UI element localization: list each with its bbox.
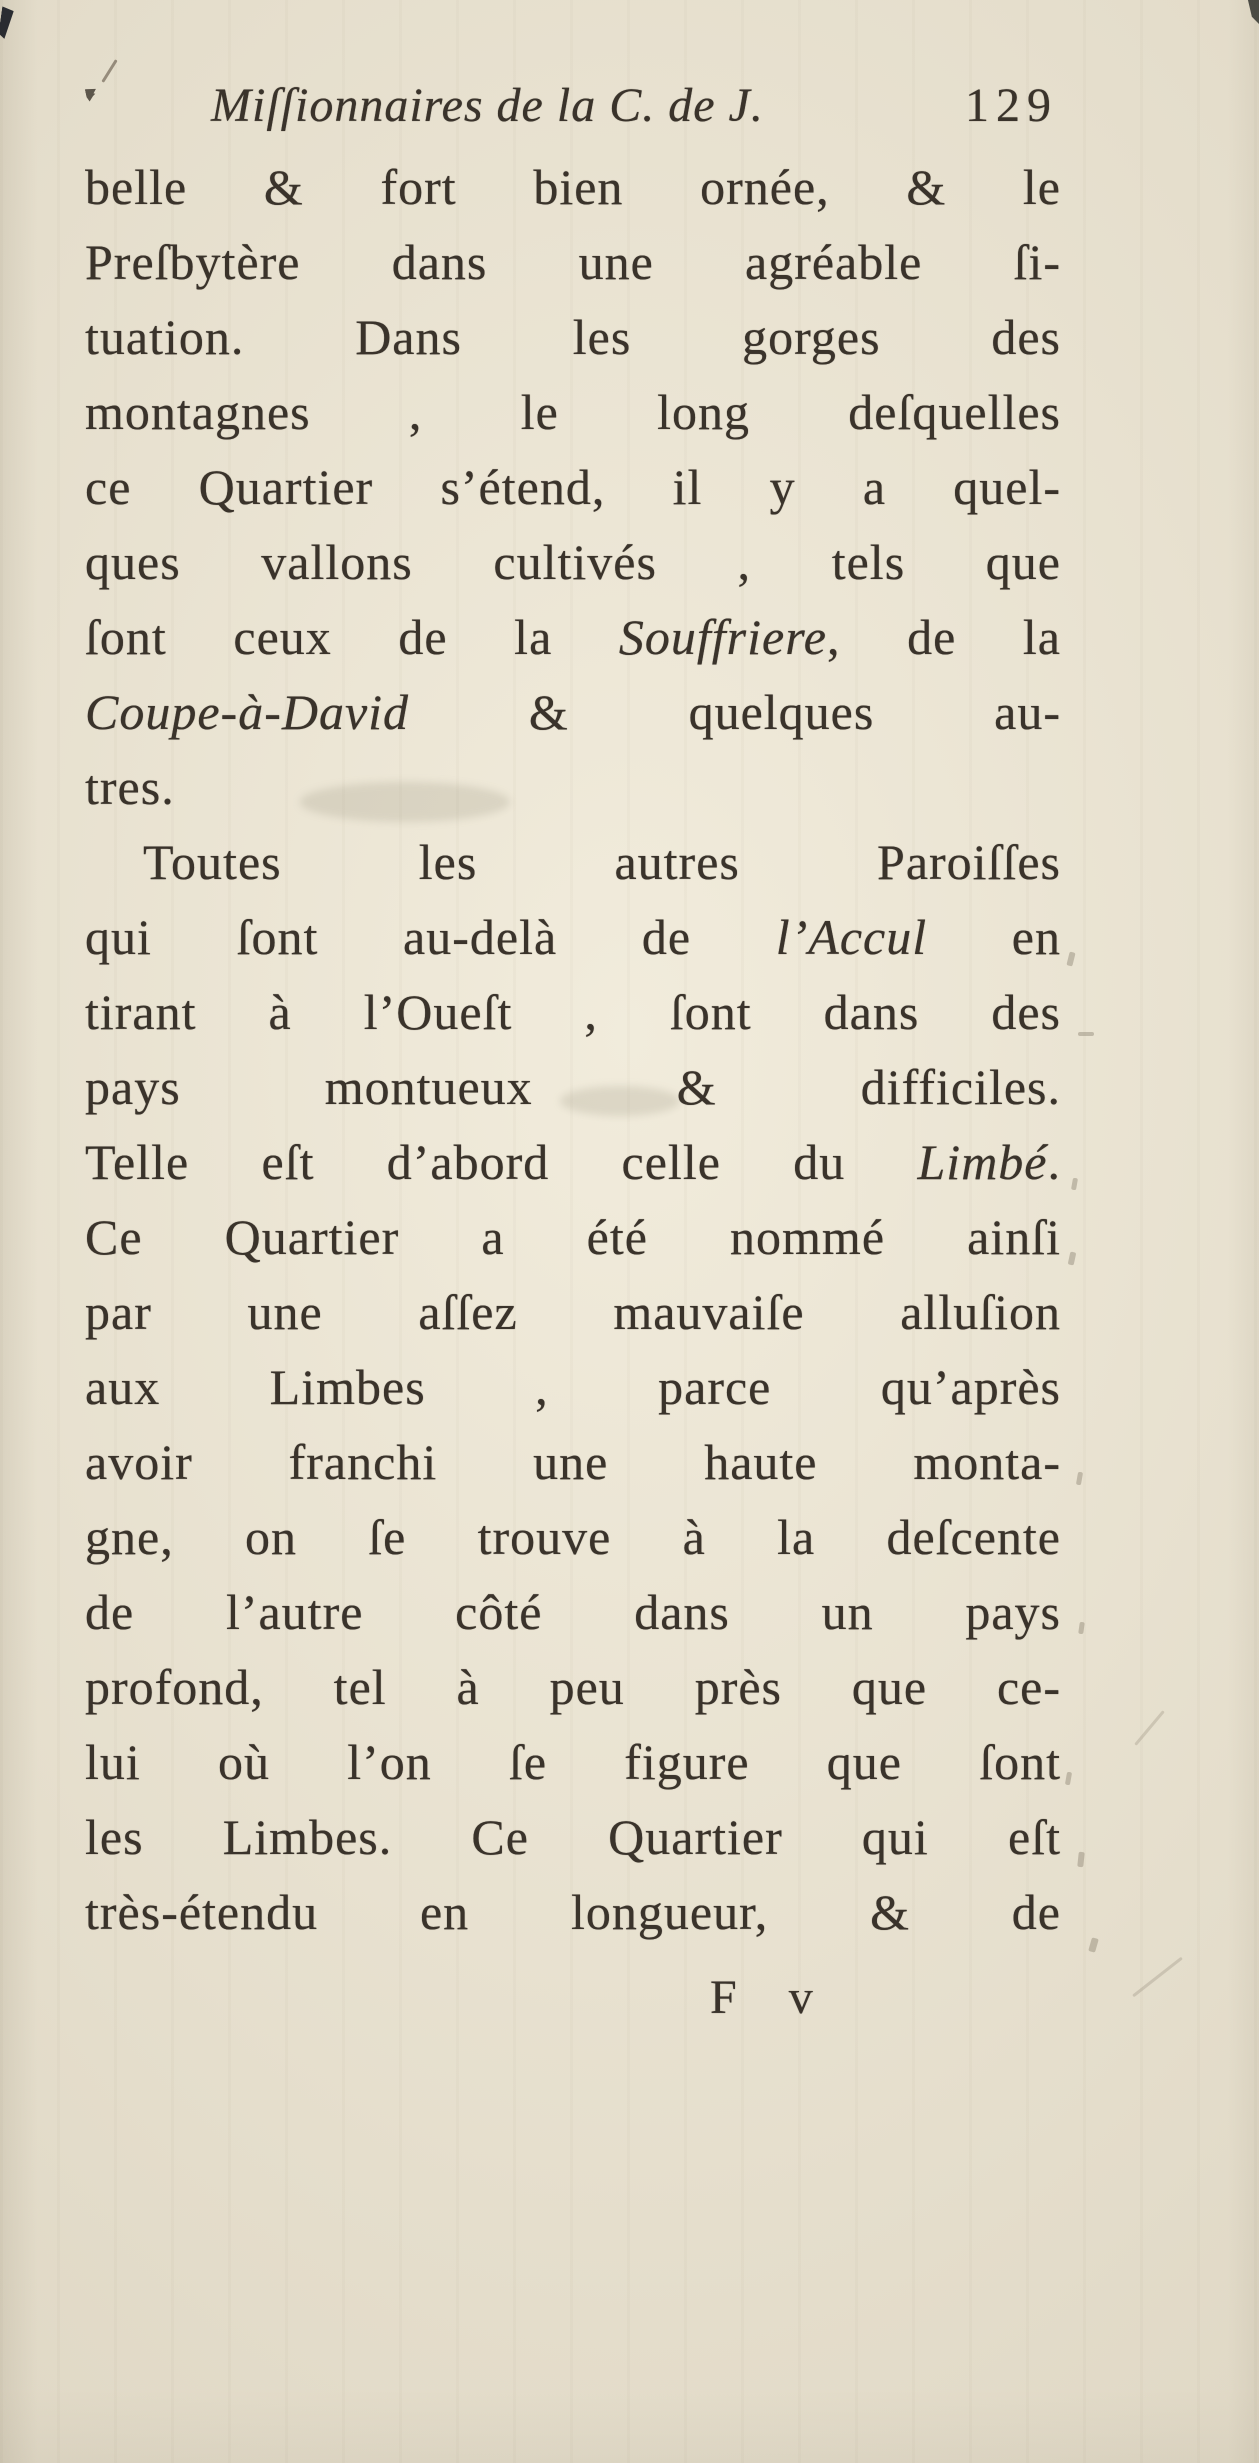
show-through-mark — [1068, 1252, 1077, 1266]
italic-term: Souffriere — [618, 609, 827, 665]
text-line — [85, 1725, 1061, 1800]
text-line — [85, 300, 1061, 375]
text-run: ques vallons cultivés , tels que — [85, 534, 1061, 590]
text-line — [85, 975, 1061, 1050]
text-run: qui ſont au-delà de — [85, 909, 776, 965]
italic-term: l’Accul — [775, 909, 928, 965]
text-run: tres. — [85, 759, 175, 815]
text-run: par une aſſez mauvaiſe alluſion — [85, 1284, 1061, 1340]
text-line — [85, 450, 1061, 525]
text-line — [85, 1425, 1061, 1500]
text-run: ce Quartier s’étend, il y a quel- — [85, 459, 1061, 515]
text-line — [85, 1500, 1061, 1575]
show-through-mark — [1078, 1622, 1085, 1635]
text-line — [85, 225, 1061, 300]
text-run: pays montueux & difficiles. — [85, 1059, 1061, 1115]
text-line — [85, 1650, 1061, 1725]
text-line — [85, 1350, 1061, 1425]
text-run: tuation. Dans les gorges des — [85, 309, 1061, 365]
text-run: gne, on ſe trouve à la deſcente — [85, 1509, 1061, 1565]
text-line — [85, 1200, 1061, 1275]
text-run: en — [927, 909, 1061, 965]
scan-scratch — [1132, 1957, 1183, 1998]
text-run: Preſbytère dans une agréable ſi- — [85, 234, 1061, 290]
text-line — [85, 1575, 1061, 1650]
running-head-title: Miſſionnaires de la C. de J. — [211, 79, 764, 132]
show-through-mark — [1076, 1472, 1083, 1486]
italic-term: Limbé — [917, 1134, 1048, 1190]
text-run: , de la — [827, 609, 1061, 665]
show-through-mark — [1065, 1772, 1072, 1786]
show-through-mark — [1077, 1852, 1085, 1868]
text-line — [85, 675, 1061, 750]
text-line — [85, 525, 1061, 600]
signature-text: F v — [710, 1971, 833, 2024]
text-line — [85, 1050, 1061, 1125]
text-line — [85, 750, 1061, 825]
text-line — [85, 1275, 1061, 1350]
show-through-mark — [1078, 1032, 1094, 1036]
text-run: tirant à l’Oueſt , ſont dans des — [85, 984, 1061, 1040]
text-run: montagnes , le long deſquelles — [85, 384, 1061, 440]
page-number: 129 — [965, 79, 1058, 132]
running-head — [85, 66, 1060, 146]
text-run: de l’autre côté dans un pays — [85, 1584, 1061, 1640]
text-line — [85, 375, 1061, 450]
text-line — [85, 150, 1061, 225]
text-run: les Limbes. Ce Quartier qui eſt — [85, 1809, 1061, 1865]
show-through-mark — [1088, 1937, 1099, 1952]
text-run: . — [1047, 1134, 1061, 1190]
show-through-mark — [1071, 1178, 1078, 1191]
text-line — [85, 825, 1061, 900]
text-run: aux Limbes , parce qu’après — [85, 1359, 1061, 1415]
show-through-mark — [1066, 951, 1075, 966]
text-line — [85, 900, 1061, 975]
text-line — [85, 1875, 1061, 1950]
text-run: très-étendu en longueur, & de — [85, 1884, 1061, 1940]
text-run: Toutes les autres Paroiſſes — [143, 834, 1061, 890]
text-run: Telle eſt d’abord celle du — [85, 1134, 918, 1190]
italic-term: Coupe-à-David — [85, 684, 410, 740]
text-run: profond, tel à peu près que ce- — [85, 1659, 1061, 1715]
text-run: belle & fort bien ornée, & le — [85, 159, 1061, 215]
scan-scratch — [1134, 1710, 1165, 1746]
text-line — [85, 1800, 1061, 1875]
text-run: Ce Quartier a été nommé ainſi — [85, 1209, 1061, 1265]
text-run: avoir franchi une haute monta- — [85, 1434, 1061, 1490]
signature-mark — [85, 1958, 1061, 2038]
scan-artifact-corner-top-right — [1246, 0, 1259, 24]
scan-artifact-corner-top-left — [0, 6, 14, 39]
body-text — [85, 150, 1061, 1950]
text-run: ſont ceux de la — [85, 609, 619, 665]
text-line — [85, 600, 1061, 675]
text-line — [85, 1125, 1061, 1200]
text-run: & quelques au- — [409, 684, 1061, 740]
text-run: lui où l’on ſe figure que ſont — [85, 1734, 1061, 1790]
